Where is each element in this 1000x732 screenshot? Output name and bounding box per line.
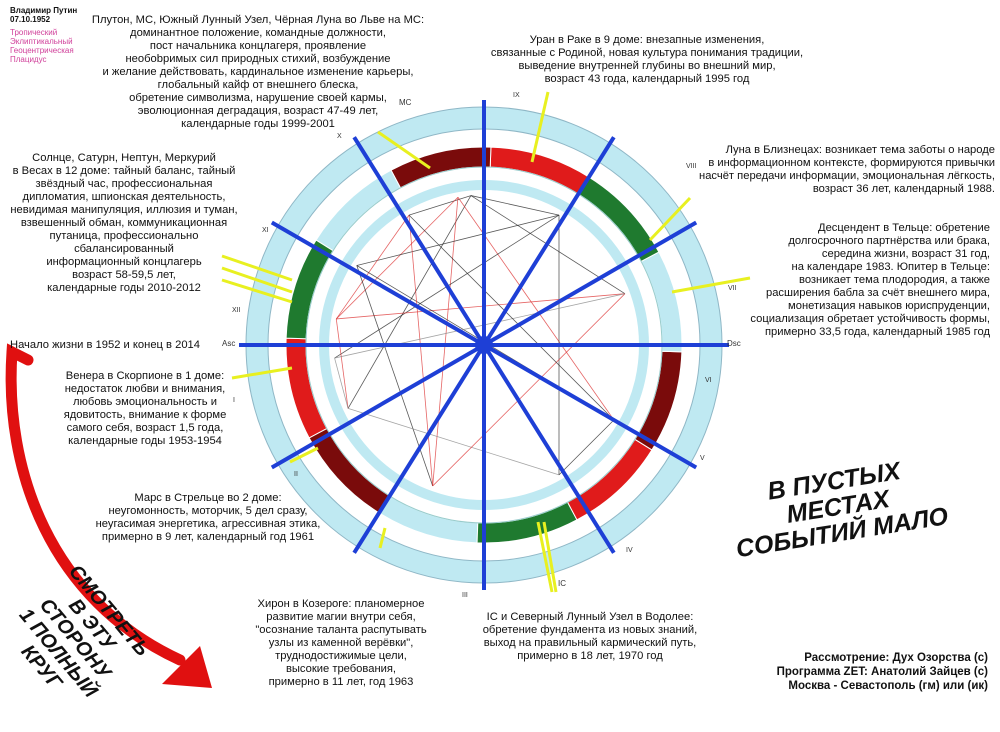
house-numeral: XI (262, 227, 269, 234)
mode-line: Эклиптикальный (10, 37, 73, 46)
credits: Рассмотрение: Дух Озорства (с) Программа ZET: Анатолий Зайцев (с) Москва - Севастополь (гм) или (ик) (776, 652, 988, 692)
person-name: Владимир Путин (10, 6, 78, 15)
house-numeral: IV (626, 547, 633, 554)
mode-line: Геоцентрическая (10, 46, 74, 55)
note-chiron: Хирон в Козероге: планомерное развитие магии внутри себя, "осознание таланта распутывать узлы из каменной верёвки", труднодостижимые цели, высокие требования, примерно в 11 лет, год 1963 (255, 598, 427, 688)
note-sun-libra: Солнце, Сатурн, Нептун, Меркурий в Весах в 12 доме: тайный баланс, тайный звёздный час, профессиональная дипломатия, шпионская деятельность, невидимая манипуляция, иллюзия и туман, взвешенный обман, коммуникационная путаница, профессионально сбалансированный информационный концлагерь возраст 58-59,5 лет, календарные годы 2010-2012 (10, 152, 238, 294)
asc-label: Asc (222, 339, 236, 348)
direction-text: СМОТРЕТЬ В ЭТУ СТОРОНУ 1 ПОЛНЫЙ КРУГ (14, 560, 154, 702)
mode-line: Тропический (10, 28, 58, 37)
note-ic-node: IC и Северный Лунный Узел в Водолее: обретение фундамента из новых знаний, выход на правильный кармический путь, примерно в 18 лет, 1970 год (482, 611, 698, 662)
note-mars: Марс в Стрельце во 2 доме: неугомонность, моторчик, 5 дел сразу, неугасимая энергетика, агрессивная этика, примерно в 9 лет, календарный год 1961 (95, 492, 321, 543)
note-descendant: Десцендент в Тельце: обретение долгосрочного партнёрства или брака, середина жизни, возраст 31 год, на календаре 1983. Юпитер в Тельце: возникает тема плодородия, а также расширения бабла за счёт внешнего мира, монетизация навыков юриспруденции, социализация обретает устойчивость формы, примерно 33,5 года, календарный 1985 год (750, 222, 990, 338)
house-numeral: IX (513, 92, 520, 99)
note-uranus: Уран в Раке в 9 доме: внезапные изменения, связанные с Родиной, новая культура понимания традиции, выведение внутренней глубины во внешний мир, возраст 43 года, календарный 1995 год (490, 34, 804, 85)
house-numeral: XII (232, 307, 241, 314)
dsc-label: Dsc (727, 339, 741, 348)
note-venus: Венера в Скорпионе в 1 доме: недостаток любви и внимания, любовь эмоциональность и ядовитость, внимание к форме самого себя, возраст 1,5 года, календарные годы 1953-1954 (63, 370, 227, 447)
house-numeral: VIII (686, 163, 697, 170)
house-numeral: III (462, 592, 468, 599)
axis-center (475, 336, 493, 354)
mode-line: Плацидус (10, 55, 47, 64)
empty-places-text: В ПУСТЫХ МЕСТАХ СОБЫТИЙ МАЛО (734, 457, 951, 564)
ic-label: IC (558, 579, 566, 588)
birth-date: 07.10.1952 (10, 15, 51, 24)
note-pluto-mc: Плутон, МС, Южный Лунный Узел, Чёрная Луна во Льве на МС: доминантное положение, командные должности, пост начальника концлагеря, проявление необоbримых сил природных стихий, возбуждение и желание действовать, кардинальное изменение карьеры, глобальный кайф от внешнего блеска, обретение символизма, нарушение своей кармы, эволюционная деградация, возраст 47-49 лет, календарные годы 1999-2001 (91, 14, 425, 130)
house-numeral: X (337, 133, 342, 140)
house-numeral: VII (728, 285, 737, 292)
house-numeral: V (700, 455, 705, 462)
house-numeral: VI (705, 377, 712, 384)
chart-header (10, 6, 77, 64)
mc-label: MC (399, 98, 412, 107)
note-moon: Луна в Близнецах: возникает тема заботы о народе в информационном контексте, формируются привычки насчёт передачи информации, эмоциональная лёгкость, возраст 36 лет, календарный 1988. (699, 144, 995, 195)
house-numeral: II (294, 471, 298, 478)
note-life-start: Начало жизни в 1952 и конец в 2014 (10, 339, 200, 351)
house-numeral: I (233, 397, 235, 404)
